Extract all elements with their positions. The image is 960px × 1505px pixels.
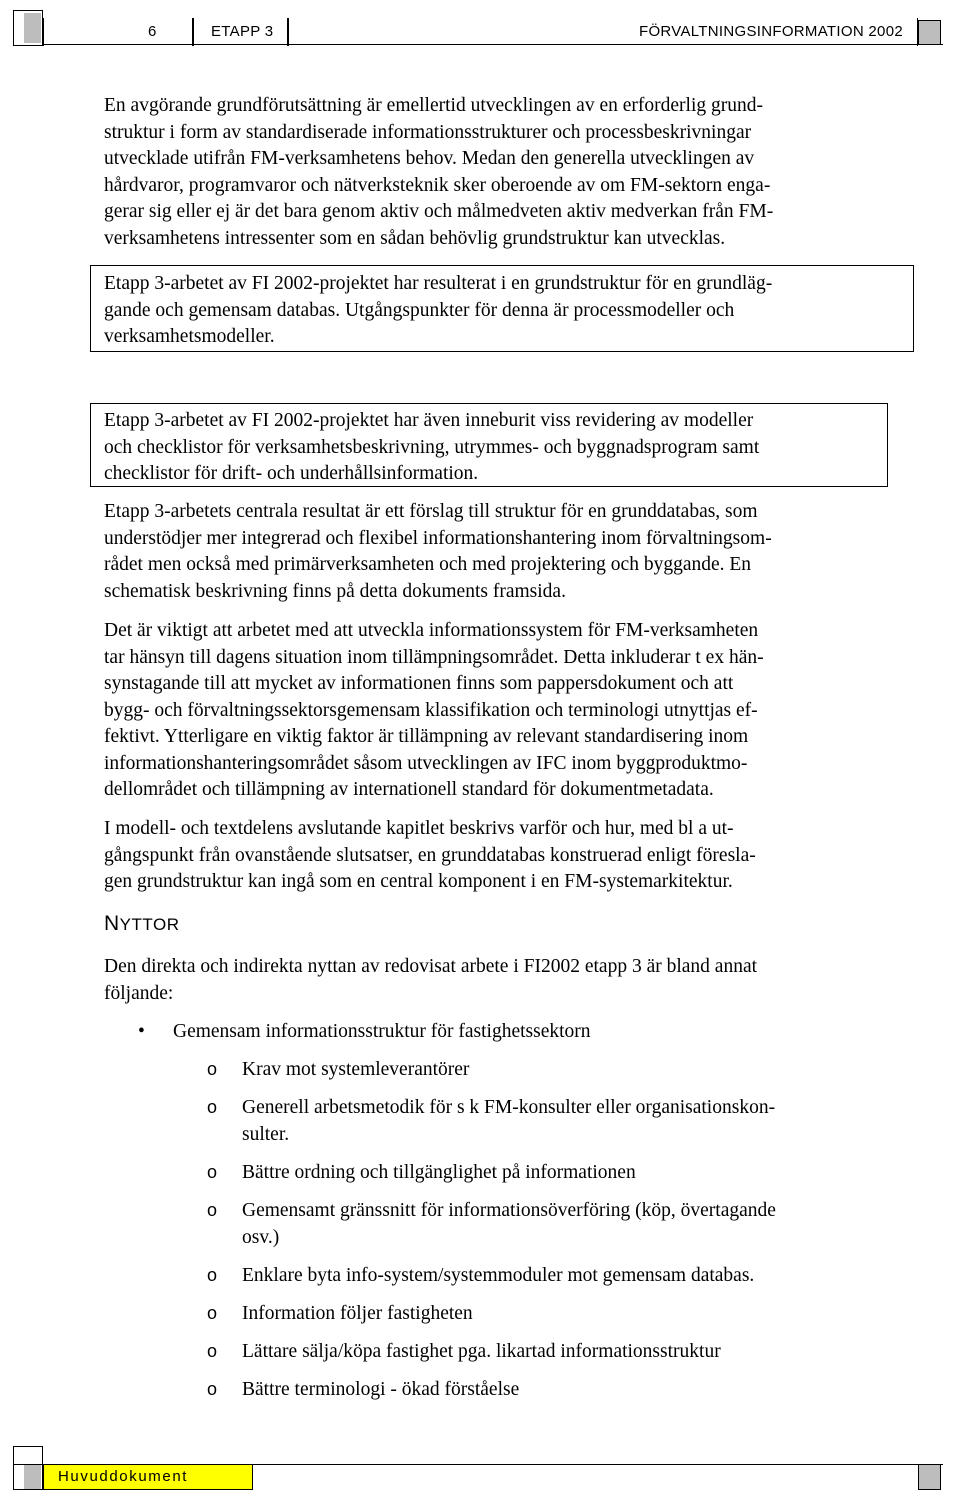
text-line: Etapp 3-arbetet av FI 2002-projektet har även inneburit viss revidering av modeller <box>104 410 754 431</box>
section-heading-nyttor <box>104 912 179 936</box>
text-line: synstagande till att mycket av informationen finns som pappersdokument och att <box>104 673 734 694</box>
text-line: och checklistor för verksamhetsbeskrivning, utrymmes- och byggnadsprogram samt <box>104 436 760 458</box>
text-line: bygg- och förvaltningssektorsgemensam klassifikation och terminologi utnyttjas ef- <box>104 699 758 721</box>
text-line: dellområdet och tillämpning av internationell standard för dokumentmetadata. <box>104 779 714 800</box>
circle-bullet-icon: o <box>207 1097 218 1117</box>
paragraph-closing-chapter <box>104 816 894 896</box>
sub-item-text: Bättre terminologi - ökad förståelse <box>242 1379 520 1400</box>
page-footer <box>13 1446 943 1492</box>
text-line: gerar sig eller ej är det bara genom aktiv och målmedveten aktiv medverkan från FM- <box>104 201 774 222</box>
paragraph-central-result <box>104 499 894 605</box>
sub-item-text: sulter. <box>242 1123 290 1145</box>
heading-initial: N <box>104 912 120 935</box>
circle-bullet-icon: o <box>207 1200 218 1220</box>
footer-left-shade <box>24 1465 41 1489</box>
header-left-marker <box>13 10 43 46</box>
text-line: verksamhetsmodeller. <box>104 326 275 347</box>
page-header <box>13 10 943 46</box>
header-left-shade <box>24 13 41 43</box>
circle-bullet-icon: o <box>207 1341 218 1361</box>
circle-bullet-icon: o <box>207 1265 218 1285</box>
bullet-text: Gemensam informationsstruktur för fastighetssektorn <box>173 1021 591 1042</box>
circle-bullet-icon: o <box>207 1059 218 1079</box>
framed-revision-box <box>90 403 888 487</box>
heading-rest: YTTOR <box>119 915 180 934</box>
sub-item-text: Gemensamt gränssnitt för informationsöverföring (köp, övertagande <box>242 1200 776 1221</box>
text-line: understödjer mer integrerad och flexibel informationshantering inom förvaltningsom- <box>104 527 772 549</box>
sub-item-text: Information följer fastigheten <box>242 1303 473 1324</box>
footer-right-marker <box>918 1464 941 1490</box>
text-line: gångspunkt från ovanstående slutsatser, en grunddatabas konstruerad enligt föresla- <box>104 844 756 866</box>
text-line: schematisk beskrivning finns på detta dokuments framsida. <box>104 580 566 602</box>
sub-item-text: Enklare byta info-system/systemmoduler mot gemensam databas. <box>242 1265 755 1286</box>
text-line: verksamhetens intressenter som en sådan behövlig grundstruktur kan utvecklas. <box>104 227 726 249</box>
text-line: gande och gemensam databas. Utgångspunkter för denna är processmodeller och <box>104 299 735 321</box>
text-line: struktur i form av standardiserade informationsstrukturer och processbeskrivningar <box>104 121 752 143</box>
circle-bullet-icon: o <box>207 1379 218 1399</box>
framed-result-box <box>90 265 914 352</box>
text-line: Det är viktigt att arbetet med att utveckla informationssystem för FM-verksamheten <box>104 620 759 641</box>
text-line: hårdvaror, programvaror och nätverksteknik sker oberoende av om FM-sektorn enga- <box>104 174 771 196</box>
text-line: fektivt. Ytterligare en viktig faktor är tillämpning av relevant standardisering inom <box>104 726 749 747</box>
text-line: En avgörande grundförutsättning är emellertid utvecklingen av en erforderlig grund- <box>104 95 763 116</box>
footer-left-marker <box>13 1446 43 1490</box>
text-line: tar hänsyn till dagens situation inom tillämpningsområdet. Detta inkluderar t ex hän- <box>104 646 764 668</box>
text-line: utvecklade utifrån FM-verksamhetens behov. Medan den generella utvecklingen av <box>104 148 755 169</box>
text-line: checklistor för drift- och underhållsinformation. <box>104 463 479 484</box>
circle-bullet-icon: o <box>207 1162 218 1182</box>
sub-item-text: Bättre ordning och tillgänglighet på informationen <box>242 1162 636 1183</box>
page-number: 6 <box>43 18 193 46</box>
text-line: följande: <box>104 982 174 1004</box>
sub-item-text: Krav mot systemleverantörer <box>242 1059 470 1080</box>
stage-label: ETAPP 3 <box>193 18 288 46</box>
text-line: rådet men också med primärverksamheten och med projektering och byggande. En <box>104 554 752 575</box>
text-line: gen grundstruktur kan ingå som en central komponent i en FM-systemarkitektur. <box>104 871 733 892</box>
circle-bullet-icon: o <box>207 1303 218 1323</box>
sub-item-text: Generell arbetsmetodik för s k FM-konsulter eller organisationskon- <box>242 1097 776 1118</box>
text-line: I modell- och textdelens avslutande kapitlet beskrivs varför och hur, med bl a ut- <box>104 818 734 839</box>
paragraph-importance <box>104 618 894 804</box>
bullet-icon: • <box>138 1021 145 1042</box>
document-title: FÖRVALTNINGSINFORMATION 2002 <box>288 18 918 46</box>
text-line: Den direkta och indirekta nyttan av redovisat arbete i FI2002 etapp 3 är bland annat <box>104 956 758 977</box>
text-line: Etapp 3-arbetets centrala resultat är ett förslag till struktur för en grunddatabas, som <box>104 501 758 522</box>
sub-item-text: Lättare sälja/köpa fastighet pga. likartad informationsstruktur <box>242 1341 721 1362</box>
text-line: informationshanteringsområdet såsom utvecklingen av IFC inom byggproduktmo- <box>104 752 748 774</box>
text-line: Etapp 3-arbetet av FI 2002-projektet har resulterat i en grundstruktur för en grundläg- <box>104 273 773 294</box>
sub-item-text: osv.) <box>242 1226 280 1248</box>
footer-document-label: Huvuddokument <box>43 1464 253 1490</box>
paragraph-benefits-intro <box>104 954 894 1007</box>
paragraph-intro <box>104 93 894 252</box>
header-right-marker <box>918 20 941 45</box>
